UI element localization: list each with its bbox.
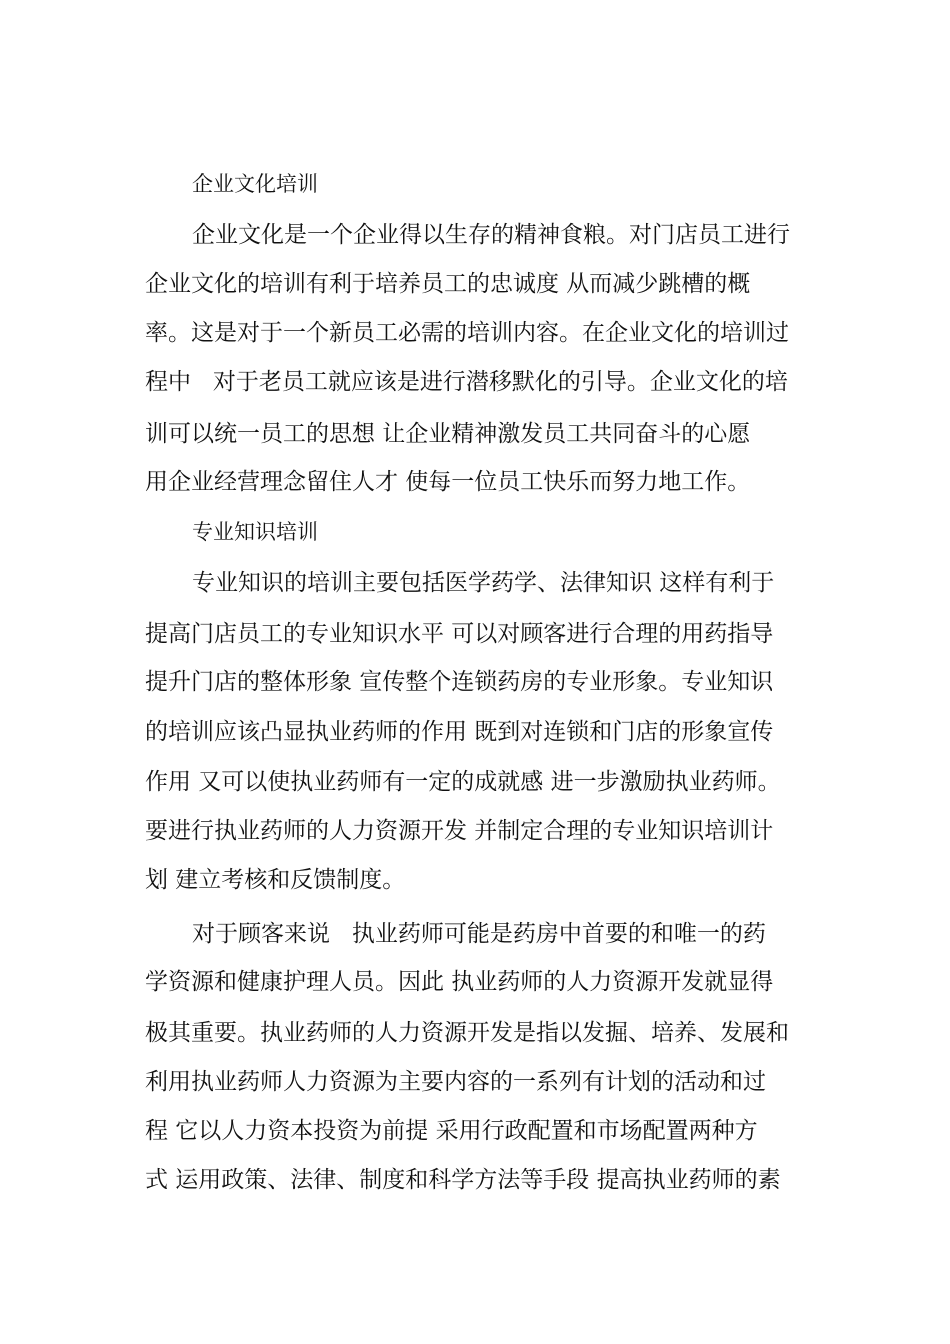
paragraph-line: 程 它以人力资本投资为前提 采用行政配置和市场配置两种方 <box>145 1118 758 1144</box>
paragraph-line: 提高门店员工的专业知识水平 可以对顾客进行合理的用药指导 <box>145 621 774 647</box>
paragraph-line: 学资源和健康护理人员。因此 执业药师的人力资源开发就显得 <box>145 969 774 995</box>
section-heading-knowledge: 专业知识培训 <box>192 520 318 544</box>
paragraph-line: 提升门店的整体形象 宣传整个连锁药房的专业形象。专业知识 <box>145 669 774 695</box>
paragraph-line: 训可以统一员工的思想 让企业精神激发员工共同奋斗的心愿 <box>145 421 751 447</box>
paragraph-line: 要进行执业药师的人力资源开发 并制定合理的专业知识培训计 <box>145 818 774 844</box>
paragraph-line: 式 运用政策、法律、制度和科学方法等手段 提高执业药师的素 <box>145 1167 781 1193</box>
paragraph-line: 程中 对于老员工就应该是进行潜移默化的引导。企业文化的培 <box>145 369 788 395</box>
paragraph-line: 企业文化的培训有利于培养员工的忠诚度 从而减少跳槽的概 <box>145 271 751 297</box>
paragraph-line: 率。这是对于一个新员工必需的培训内容。在企业文化的培训过 <box>145 320 789 346</box>
paragraph-line: 用企业经营理念留住人才 使每一位员工快乐而努力地工作。 <box>145 469 751 495</box>
paragraph-line: 极其重要。执业药师的人力资源开发是指以发掘、培养、发展和 <box>145 1020 789 1046</box>
paragraph-line: 专业知识的培训主要包括医学药学、法律知识 这样有利于 <box>192 570 775 596</box>
paragraph-line: 企业文化是一个企业得以生存的精神食粮。对门店员工进行 <box>192 222 790 248</box>
paragraph-line: 作用 又可以使执业药师有一定的成就感 进一步激励执业药师。 <box>145 769 781 795</box>
paragraph-line: 利用执业药师人力资源为主要内容的一系列有计划的活动和过 <box>145 1069 766 1095</box>
paragraph-line: 的培训应该凸显执业药师的作用 既到对连锁和门店的形象宣传 <box>145 719 774 745</box>
paragraph-line: 对于顾客来说 执业药师可能是药房中首要的和唯一的药 <box>192 921 766 947</box>
section-heading-culture: 企业文化培训 <box>192 172 318 196</box>
paragraph-line: 划 建立考核和反馈制度。 <box>145 867 406 893</box>
